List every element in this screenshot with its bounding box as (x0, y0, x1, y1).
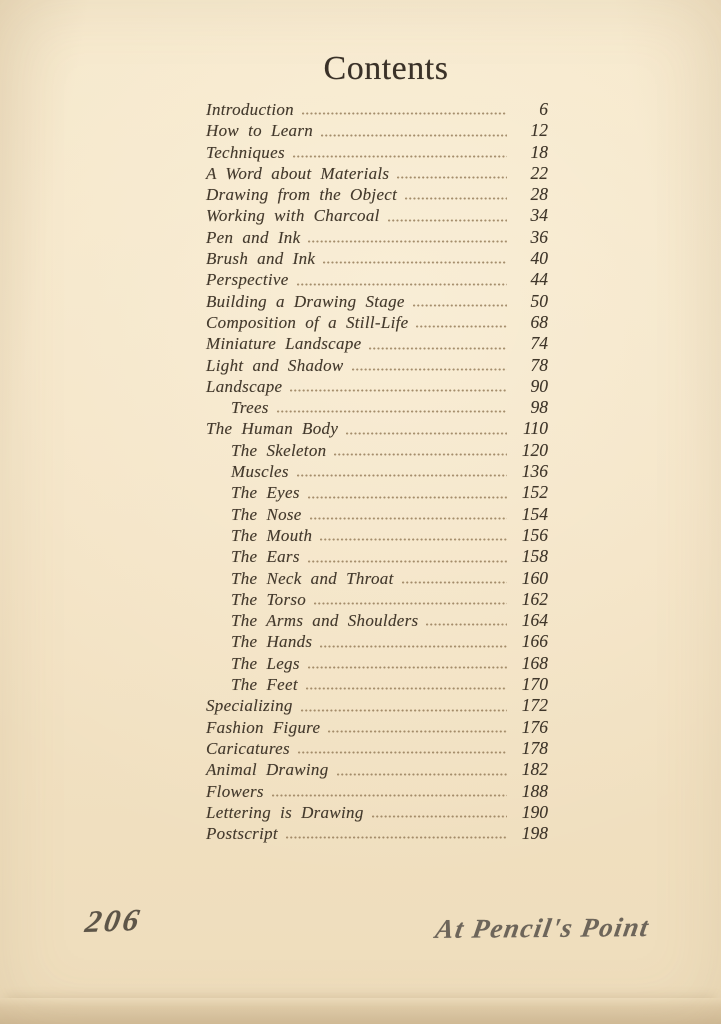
toc-entry-label: Techniques (206, 142, 285, 162)
page-title: Contents (323, 50, 449, 87)
toc-entry-page-number: 40 (530, 248, 548, 269)
toc-entry (206, 525, 548, 546)
toc-entry (206, 163, 548, 184)
toc-entry-label: The Skeleton (231, 440, 327, 460)
toc-entry (206, 99, 548, 120)
toc-entry-page-number: 68 (530, 311, 548, 332)
toc-entry (206, 120, 548, 141)
dot-leader (310, 517, 507, 520)
toc-entry (206, 418, 548, 439)
toc-entry-label: The Feet (231, 675, 298, 695)
toc-entry (206, 312, 548, 333)
toc-entry-label: Perspective (206, 270, 289, 290)
toc-entry-page-number: 34 (530, 205, 548, 226)
toc-entry (206, 802, 548, 823)
toc-entry-page-number: 28 (530, 184, 548, 205)
toc-entry (206, 397, 548, 418)
toc-entry (206, 142, 548, 163)
toc-entry (206, 248, 548, 269)
dot-leader (388, 219, 507, 222)
dot-leader (402, 581, 507, 584)
toc-entry (206, 695, 548, 716)
toc-entry-page-number: 178 (521, 737, 548, 758)
toc-entry-label: How to Learn (206, 121, 314, 141)
toc-entry-label: Lettering is Drawing (206, 802, 364, 822)
toc-entry-label: The Nose (231, 504, 302, 524)
toc-entry-label: A Word about Materials (206, 163, 390, 183)
toc-entry-label: The Mouth (231, 525, 313, 545)
dot-leader (321, 134, 507, 137)
dot-leader (302, 112, 507, 115)
toc-entry (206, 333, 548, 354)
toc-entry (206, 482, 548, 503)
toc-entry (206, 376, 548, 397)
dot-leader (314, 602, 507, 605)
toc-entry-label: Brush and Ink (206, 249, 316, 269)
toc-entry-page-number: 22 (530, 162, 548, 183)
toc-entry-page-number: 78 (530, 354, 548, 375)
toc-entry-label: The Torso (231, 589, 307, 609)
toc-entry-label: Light and Shadow (206, 355, 344, 375)
toc-entry-page-number: 164 (521, 610, 548, 631)
dot-leader (416, 325, 507, 328)
toc-entry (206, 738, 548, 759)
dot-leader (272, 794, 507, 797)
toc-entry (206, 291, 548, 312)
toc-entry (206, 781, 548, 802)
dot-leader (337, 773, 507, 776)
dot-leader (308, 560, 507, 563)
dot-leader (293, 155, 507, 158)
toc-entry-label: Miniature Landscape (206, 334, 362, 354)
dot-leader (405, 197, 507, 200)
toc-entry-page-number: 162 (521, 588, 548, 609)
dot-leader (308, 496, 507, 499)
toc-entry-page-number: 12 (530, 120, 548, 141)
toc-entry-label: Muscles (231, 462, 289, 482)
toc-entry (206, 504, 548, 525)
toc-entry-label: Composition of a Still-Life (206, 312, 409, 332)
dot-leader (308, 666, 507, 669)
dot-leader (320, 538, 507, 541)
toc-entry-page-number: 188 (521, 780, 548, 801)
toc-entry-page-number: 74 (530, 333, 548, 354)
toc-entry-label: The Legs (231, 653, 300, 673)
toc-entry (206, 227, 548, 248)
toc-entry (206, 674, 548, 695)
toc-entry-label: The Ears (231, 547, 300, 567)
toc-entry-page-number: 190 (521, 801, 548, 822)
toc-entry-page-number: 110 (523, 418, 548, 439)
toc-entry (206, 440, 548, 461)
toc-entry-label: The Human Body (206, 419, 339, 439)
dot-leader (320, 645, 507, 648)
dot-leader (352, 368, 507, 371)
toc-entry-label: Working with Charcoal (206, 206, 380, 226)
dot-leader (286, 836, 507, 839)
toc-entry-page-number: 172 (521, 695, 548, 716)
toc-entry-label: The Hands (231, 632, 313, 652)
dot-leader (369, 347, 507, 350)
dot-leader (301, 709, 507, 712)
dot-leader (334, 453, 507, 456)
toc-entry-label: Postscript (206, 824, 278, 844)
folio-page-number: 206 (82, 902, 145, 939)
dot-leader (277, 410, 507, 413)
toc-entry-page-number: 154 (521, 503, 548, 524)
toc-entry (206, 546, 548, 567)
toc-entry-label: Pen and Ink (206, 227, 301, 247)
toc-entry-page-number: 136 (521, 461, 548, 482)
dot-leader (298, 751, 507, 754)
toc-entry (206, 823, 548, 844)
toc-entry (206, 269, 548, 290)
toc-entry-page-number: 44 (530, 269, 548, 290)
toc-entry-page-number: 90 (530, 375, 548, 396)
table-of-contents (206, 99, 548, 844)
toc-entry-page-number: 160 (521, 567, 548, 588)
toc-entry-page-number: 98 (530, 397, 548, 418)
dot-leader (297, 283, 507, 286)
dot-leader (397, 176, 507, 179)
toc-entry-label: Specializing (206, 696, 293, 716)
toc-entry-label: The Eyes (231, 483, 300, 503)
toc-entry-page-number: 6 (539, 99, 548, 119)
toc-entry-page-number: 152 (521, 482, 548, 503)
page-bottom-edge (0, 998, 721, 1024)
dot-leader (306, 687, 507, 690)
running-title: At Pencil's Point (433, 912, 652, 944)
toc-entry (206, 589, 548, 610)
dot-leader (308, 240, 507, 243)
toc-entry-label: Flowers (206, 781, 264, 801)
dot-leader (413, 304, 507, 307)
toc-entry (206, 568, 548, 589)
dot-leader (323, 261, 507, 264)
toc-entry-page-number: 156 (521, 524, 548, 545)
toc-entry-page-number: 166 (521, 631, 548, 652)
toc-entry-page-number: 176 (521, 716, 548, 737)
toc-entry-page-number: 18 (530, 141, 548, 162)
toc-entry-page-number: 120 (521, 439, 548, 460)
dot-leader (297, 474, 507, 477)
toc-entry-label: Animal Drawing (206, 760, 329, 780)
toc-entry-label: Fashion Figure (206, 717, 321, 737)
toc-entry-page-number: 158 (521, 546, 548, 567)
toc-entry-label: The Neck and Throat (231, 568, 394, 588)
toc-entry (206, 184, 548, 205)
toc-entry (206, 461, 548, 482)
toc-entry (206, 631, 548, 652)
toc-entry-page-number: 50 (530, 290, 548, 311)
toc-entry-page-number: 36 (530, 226, 548, 247)
toc-entry (206, 653, 548, 674)
dot-leader (346, 432, 507, 435)
toc-entry-label: Drawing from the Object (206, 185, 398, 205)
dot-leader (426, 623, 507, 626)
toc-entry (206, 355, 548, 376)
toc-entry-page-number: 170 (521, 674, 548, 695)
toc-entry-label: Landscape (206, 376, 283, 396)
toc-entry-page-number: 182 (521, 759, 548, 780)
toc-entry-label: Building a Drawing Stage (206, 291, 405, 311)
dot-leader (290, 389, 507, 392)
toc-entry-label: The Arms and Shoulders (231, 611, 419, 631)
toc-entry-page-number: 198 (521, 823, 548, 844)
toc-entry (206, 610, 548, 631)
dot-leader (328, 730, 507, 733)
toc-entry (206, 205, 548, 226)
toc-entry-label: Caricatures (206, 738, 290, 758)
toc-entry (206, 717, 548, 738)
toc-entry (206, 759, 548, 780)
toc-entry-page-number: 168 (521, 652, 548, 673)
toc-entry-label: Introduction (206, 100, 294, 119)
toc-entry-label: Trees (231, 398, 269, 418)
dot-leader (372, 815, 507, 818)
